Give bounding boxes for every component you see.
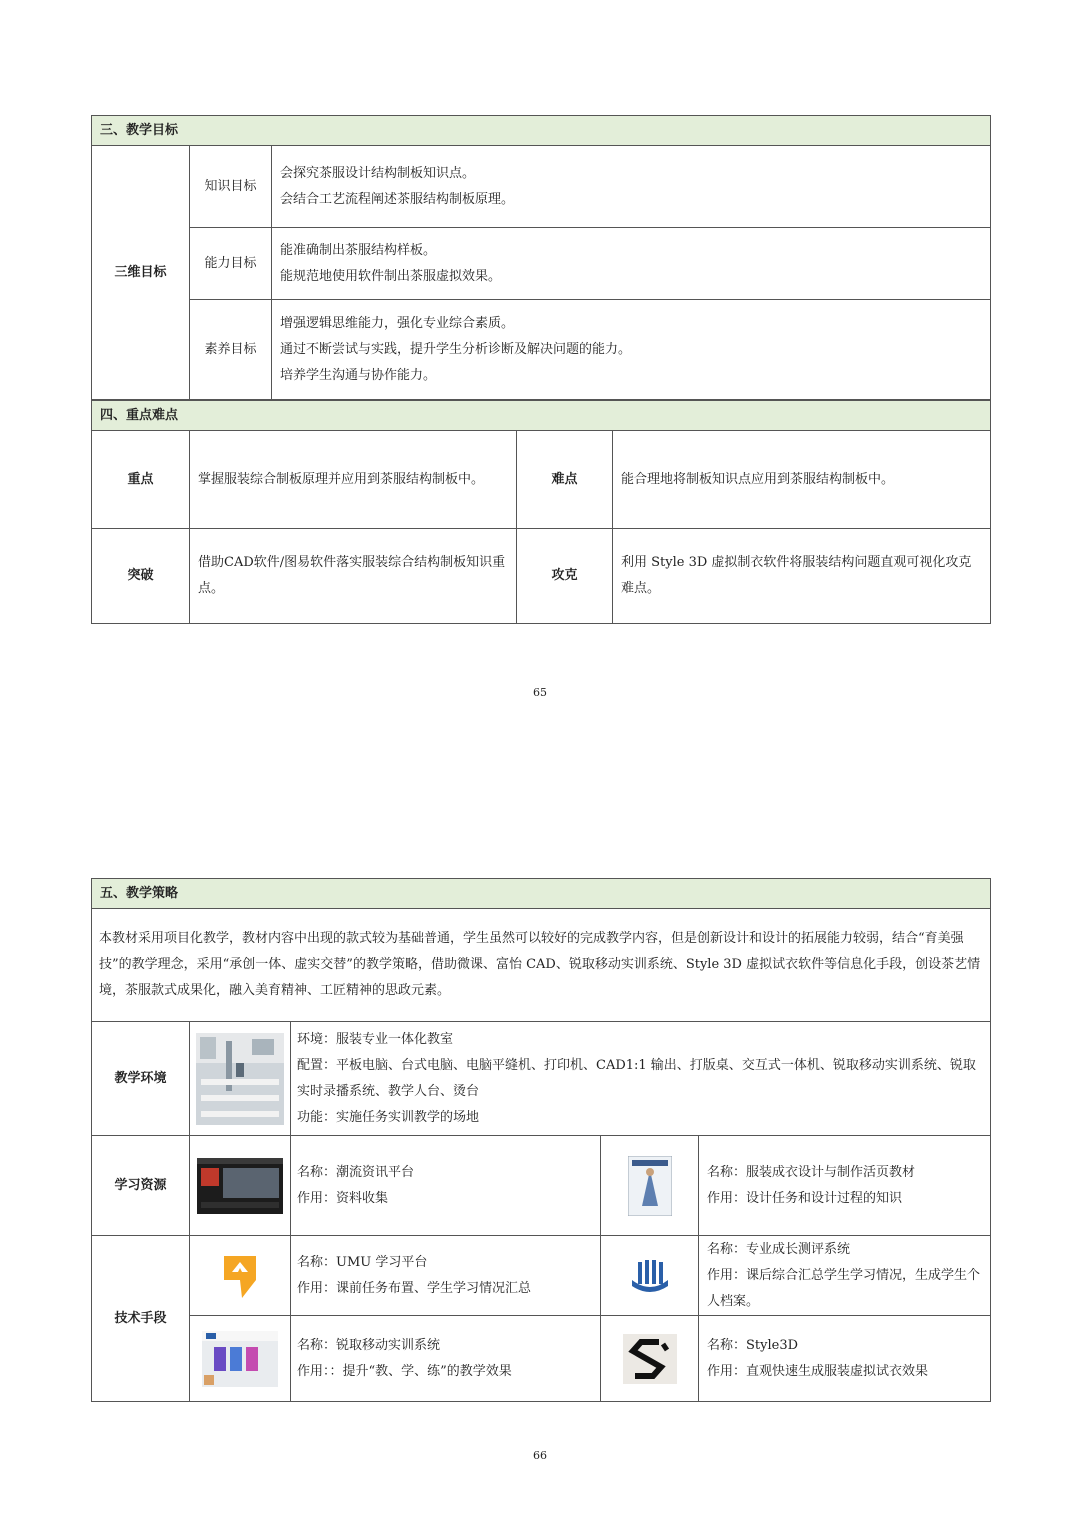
style3d-logo-icon — [623, 1334, 677, 1384]
trend-site-screenshot-icon — [197, 1158, 283, 1214]
umu-logo-cell — [190, 1236, 291, 1316]
three-dim-goals-label: 三维目标 — [92, 146, 190, 400]
resources-label: 学习资源 — [92, 1136, 190, 1236]
key-point-text: 掌握服装综合制板原理并应用到茶服结构制板中。 — [190, 431, 517, 529]
knowledge-goal-label: 知识目标 — [190, 146, 272, 228]
ability-goal-label: 能力目标 — [190, 228, 272, 300]
ruiqu-system-text: 名称：锐取移动实训系统 作用：：提升“教、学、练”的教学效果 — [291, 1316, 601, 1402]
breakthrough-text: 借助CAD软件/图易软件落实服装综合结构制板知识重点。 — [190, 529, 517, 624]
teaching-strategy-table — [91, 878, 991, 1402]
environment-label: 教学环境 — [92, 1022, 190, 1136]
style3d-text: 名称：Style3D 作用：直观快速生成服装虚拟试衣效果 — [699, 1316, 991, 1402]
literacy-goal-text: 增强逻辑思维能力，强化专业综合素质。 通过不断尝试与实践，提升学生分析诊断及解决问题的能力。 培养学生沟通与协作能力。 — [272, 300, 991, 400]
page-number-66: 66 — [533, 1449, 547, 1462]
key-difficult-table — [91, 400, 991, 624]
umu-text: 名称：UMU 学习平台 作用：课前任务布置、学生学习情况汇总 — [291, 1236, 601, 1316]
tech-means-label: 技术手段 — [92, 1236, 190, 1402]
knowledge-goal-text: 会探究茶服设计结构制板知识点。 会结合工艺流程阐述茶服结构制板原理。 — [272, 146, 991, 228]
teaching-goals-table — [91, 115, 991, 400]
page-number-65: 65 — [533, 686, 547, 699]
classroom-image-icon — [196, 1033, 284, 1125]
ruiqu-system-thumb — [190, 1316, 291, 1402]
umu-logo-icon — [220, 1250, 260, 1302]
key-point-label: 重点 — [92, 431, 190, 529]
strategy-intro: 本教材采用项目化教学，教材内容中出现的款式较为基础普通，学生虽然可以较好的完成教学内容，但是创新设计和设计的拓展能力较弱，结合“育美强技”的教学理念，采用“承创一体、虚实交替”的教学策略，借助微课、富怡 CAD、锐取移动实训系统、Style 3D 虚拟试衣软件等信息化手段，创设茶艺情境，茶服款式成果化，融入美育精神、工匠精神的思政元素。 — [92, 909, 991, 1022]
section-header-strategy: 五、教学策略 — [92, 879, 991, 909]
conquer-text: 利用 Style 3D 虚拟制衣软件将服装结构问题直观可视化攻克难点。 — [613, 529, 991, 624]
literacy-goal-label: 素养目标 — [190, 300, 272, 400]
growth-system-logo-icon — [630, 1258, 670, 1294]
environment-text: 环境：服装专业一体化教室 配置：平板电脑、台式电脑、电脑平缝机、打印机、CAD1:1 输出、打版桌、交互式一体机、锐取移动实训系统、锐取实时录播系统、教学人台、烫台 功能：实施任务实训教学的场地 — [291, 1022, 991, 1136]
difficult-point-label: 难点 — [517, 431, 613, 529]
ability-goal-text: 能准确制出茶服结构样板。 能规范地使用软件制出茶服虚拟效果。 — [272, 228, 991, 300]
textbook-cover-thumb — [601, 1136, 699, 1236]
growth-system-logo-cell — [601, 1236, 699, 1316]
trend-platform-thumb — [190, 1136, 291, 1236]
trend-platform-text: 名称：潮流资讯平台 作用：资料收集 — [291, 1136, 601, 1236]
difficult-point-text: 能合理地将制板知识点应用到茶服结构制板中。 — [613, 431, 991, 529]
breakthrough-label: 突破 — [92, 529, 190, 624]
conquer-label: 攻克 — [517, 529, 613, 624]
growth-system-text: 名称：专业成长测评系统 作用：课后综合汇总学生学习情况，生成学生个人档案。 — [699, 1236, 991, 1316]
textbook-text: 名称：服装成衣设计与制作活页教材 作用：设计任务和设计过程的知识 — [699, 1136, 991, 1236]
section-header-goals: 三、教学目标 — [92, 116, 991, 146]
style3d-logo-cell — [601, 1316, 699, 1402]
ruiqu-system-screenshot-icon — [202, 1331, 278, 1387]
textbook-cover-icon — [628, 1156, 672, 1216]
section-header-key-difficult: 四、重点难点 — [92, 401, 991, 431]
classroom-photo — [190, 1022, 291, 1136]
